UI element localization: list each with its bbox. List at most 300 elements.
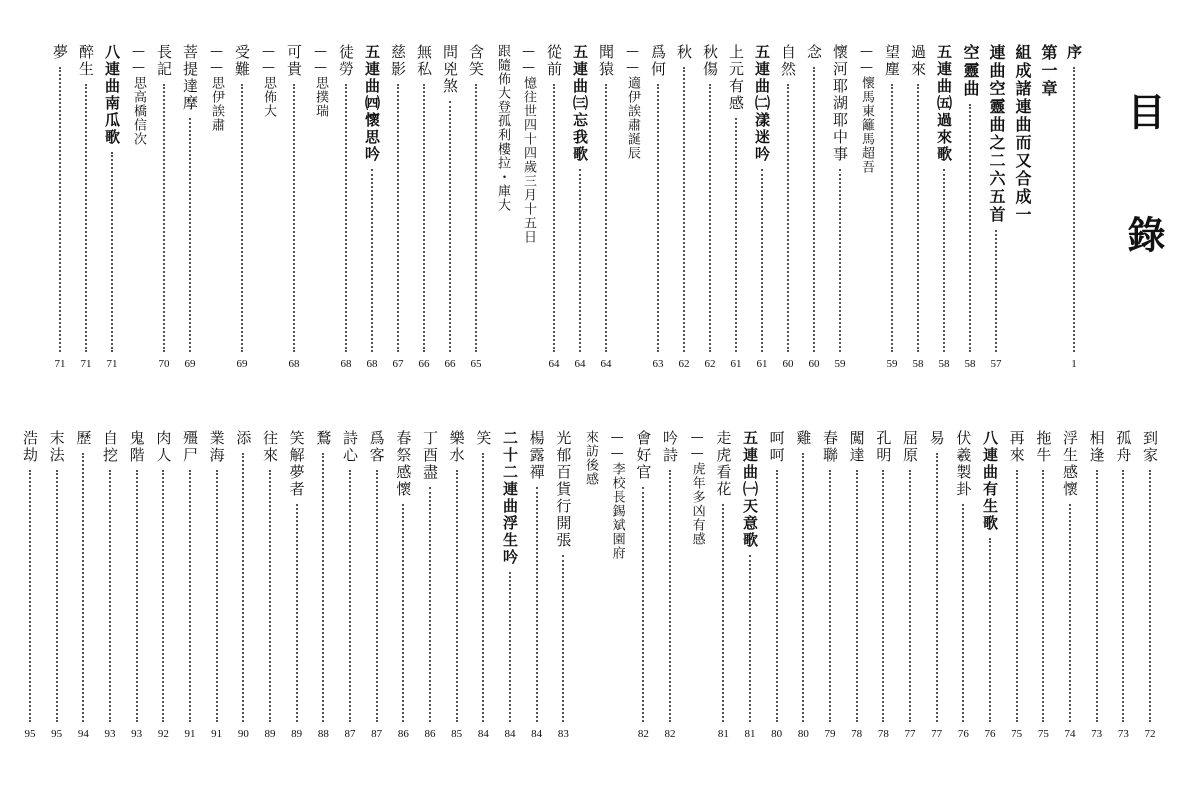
toc-entry[interactable] bbox=[283, 44, 305, 372]
toc-entry-title: 業海 bbox=[207, 430, 226, 464]
toc-entry[interactable] bbox=[819, 430, 841, 742]
leader-dots bbox=[449, 101, 451, 352]
page-number: 77 bbox=[904, 728, 916, 740]
toc-entry[interactable] bbox=[686, 430, 708, 742]
toc-entry-title: ——憶往世四十四歲三月十五日 bbox=[521, 44, 536, 244]
toc-entry[interactable] bbox=[526, 430, 548, 742]
toc-entry-title: 秋傷 bbox=[701, 44, 719, 78]
leader-dots bbox=[802, 453, 804, 722]
toc-entry[interactable] bbox=[872, 430, 894, 742]
toc-entry[interactable] bbox=[19, 430, 41, 742]
toc-entry-title: 闖達 bbox=[847, 430, 866, 464]
toc-entry-title: 往來 bbox=[261, 430, 279, 464]
leader-dots bbox=[397, 84, 399, 352]
toc-entry[interactable] bbox=[232, 430, 254, 742]
toc-entry-title: 拖牛 bbox=[1034, 430, 1053, 464]
toc-entry-title: 春祭感懷 bbox=[394, 430, 413, 498]
toc-entry[interactable] bbox=[465, 44, 487, 372]
toc-entry[interactable] bbox=[712, 430, 734, 742]
leader-dots bbox=[657, 84, 659, 352]
page-number: 90 bbox=[237, 728, 249, 740]
toc-entry[interactable] bbox=[739, 430, 761, 742]
toc-entry[interactable] bbox=[206, 430, 228, 742]
leader-dots bbox=[423, 84, 425, 352]
toc-entry-title: 到家 bbox=[1141, 430, 1159, 464]
leader-dots bbox=[475, 84, 477, 352]
toc-entry[interactable] bbox=[231, 44, 253, 372]
leader-dots bbox=[241, 84, 243, 352]
leader-dots bbox=[269, 470, 271, 722]
toc-entry[interactable] bbox=[579, 430, 601, 742]
toc-entry[interactable] bbox=[751, 44, 773, 372]
toc-entry-title: 笑解夢者 bbox=[287, 430, 306, 498]
toc-entry-title: 空靈曲 bbox=[961, 44, 980, 98]
page-number: 78 bbox=[877, 728, 889, 740]
page-number: 73 bbox=[1117, 728, 1129, 740]
page-number: 79 bbox=[824, 728, 836, 740]
toc-entry-title: 聞猿 bbox=[597, 44, 615, 78]
toc-entry-title: 五連曲㈣懷思吟 bbox=[363, 44, 381, 163]
toc-entry[interactable] bbox=[101, 44, 123, 372]
leader-dots bbox=[735, 118, 737, 352]
toc-entry-title: ——虎年多凶有感 bbox=[689, 430, 705, 546]
toc-entry[interactable] bbox=[1011, 44, 1033, 372]
toc-entry-title: 走虎看花 bbox=[714, 430, 733, 498]
page-number: 89 bbox=[291, 728, 303, 740]
leader-dots bbox=[82, 453, 84, 722]
toc-entry-title: 呵呵 bbox=[767, 430, 786, 464]
page-number: 69 bbox=[236, 358, 248, 370]
toc-entry[interactable] bbox=[1086, 430, 1108, 742]
toc-entry-title: ——李校長錫斌園府 bbox=[609, 430, 625, 560]
toc-entry-title: ——懷馬東籬馬超吾 bbox=[859, 44, 874, 174]
toc-entry[interactable] bbox=[286, 430, 308, 742]
toc-entry-title: 詩心 bbox=[341, 430, 359, 464]
page-number: 62 bbox=[678, 358, 690, 370]
toc-entry-title: 從前 bbox=[545, 44, 563, 78]
page-number: 93 bbox=[131, 728, 143, 740]
toc-entry-title: 夢 bbox=[51, 44, 69, 61]
toc-entry[interactable] bbox=[419, 430, 441, 742]
toc-entry[interactable] bbox=[552, 430, 574, 742]
toc-entry-title: 丁酉盡 bbox=[421, 430, 439, 481]
toc-entry-title: 組成諸連曲而又合成一 bbox=[1013, 44, 1032, 224]
toc-entry[interactable] bbox=[1112, 430, 1134, 742]
page-number: 57 bbox=[990, 358, 1002, 370]
page-number: 91 bbox=[184, 728, 196, 740]
toc-entry-title: ——思高橋信次 bbox=[131, 44, 146, 146]
toc-entry[interactable] bbox=[803, 44, 825, 372]
toc-entry[interactable] bbox=[725, 44, 747, 372]
page-number: 92 bbox=[157, 728, 169, 740]
page-number: 82 bbox=[664, 728, 676, 740]
toc-entry-title: 五連曲㈢忘我歌 bbox=[571, 44, 589, 163]
leader-dots bbox=[1149, 470, 1151, 722]
toc-entry[interactable] bbox=[1032, 430, 1054, 742]
page-number: 66 bbox=[418, 358, 430, 370]
page-number: 74 bbox=[1064, 728, 1076, 740]
toc-entry-title: 孔明 bbox=[874, 430, 893, 464]
toc-entry[interactable] bbox=[606, 430, 628, 742]
leader-dots bbox=[163, 84, 165, 352]
toc-entry[interactable] bbox=[926, 430, 948, 742]
leader-dots bbox=[749, 555, 751, 722]
toc-entry[interactable] bbox=[699, 44, 721, 372]
leader-dots bbox=[402, 504, 404, 722]
page-number: 89 bbox=[264, 728, 276, 740]
leader-dots bbox=[722, 504, 724, 722]
toc-entry[interactable] bbox=[499, 430, 521, 742]
page-number: 64 bbox=[574, 358, 586, 370]
leader-dots bbox=[1069, 504, 1071, 722]
page-number: 78 bbox=[851, 728, 863, 740]
toc-entry-title: 二十二連曲浮生吟 bbox=[501, 430, 519, 566]
leader-dots bbox=[349, 470, 351, 722]
leader-dots bbox=[536, 487, 538, 722]
toc-entry[interactable] bbox=[792, 430, 814, 742]
toc-entry-title: 浩劫 bbox=[21, 430, 39, 464]
toc-entry-title: 雞 bbox=[794, 430, 813, 447]
toc-entry[interactable] bbox=[907, 44, 929, 372]
toc-entry-title: 歷 bbox=[74, 430, 93, 447]
toc-entry[interactable] bbox=[259, 430, 281, 742]
page-number: 95 bbox=[51, 728, 63, 740]
leader-dots bbox=[562, 555, 564, 722]
page-number: 91 bbox=[211, 728, 223, 740]
page-number: 69 bbox=[184, 358, 196, 370]
toc-entry[interactable] bbox=[153, 44, 175, 372]
toc-entry[interactable] bbox=[152, 430, 174, 742]
leader-dots bbox=[839, 169, 841, 352]
toc-entry-title: 五連曲㈠天意歌 bbox=[741, 430, 759, 549]
page-title: 目 錄 bbox=[1121, 92, 1166, 290]
toc-entry-title: 再來 bbox=[1007, 430, 1026, 464]
page-number: 75 bbox=[1037, 728, 1049, 740]
page-number: 93 bbox=[104, 728, 116, 740]
toc-entry-title: 受難 bbox=[233, 44, 251, 78]
toc-entry-title: 肉人 bbox=[154, 430, 173, 464]
page-number: 81 bbox=[744, 728, 756, 740]
leader-dots bbox=[909, 470, 911, 722]
toc-entry-title: 孤舟 bbox=[1114, 430, 1133, 464]
page-number: 58 bbox=[938, 358, 950, 370]
toc-entry[interactable] bbox=[959, 44, 981, 372]
leader-dots bbox=[787, 84, 789, 352]
page-number: 86 bbox=[397, 728, 409, 740]
toc-entry[interactable] bbox=[75, 44, 97, 372]
page-number: 84 bbox=[504, 728, 516, 740]
toc-entry[interactable] bbox=[446, 430, 468, 742]
page-number: 64 bbox=[600, 358, 612, 370]
toc-entry[interactable] bbox=[179, 430, 201, 742]
leader-dots bbox=[322, 453, 324, 722]
page-number: 71 bbox=[54, 358, 66, 370]
leader-dots bbox=[813, 67, 815, 352]
leader-dots bbox=[1073, 67, 1075, 352]
leader-dots bbox=[669, 470, 671, 722]
toc-entry[interactable] bbox=[339, 430, 361, 742]
toc-entry[interactable] bbox=[127, 44, 149, 372]
toc-entry[interactable] bbox=[632, 430, 654, 742]
toc-entry[interactable] bbox=[205, 44, 227, 372]
toc-entry-title: 光郁百貨行開張 bbox=[554, 430, 573, 549]
toc-entry[interactable] bbox=[899, 430, 921, 742]
toc-entry[interactable] bbox=[647, 44, 669, 372]
toc-entry[interactable] bbox=[361, 44, 383, 372]
toc-entry-title: 五連曲㈡漾迷吟 bbox=[753, 44, 771, 163]
leader-dots bbox=[1122, 470, 1124, 722]
page-number: 95 bbox=[24, 728, 36, 740]
page-number: 84 bbox=[531, 728, 543, 740]
toc-entry-title: 可貴 bbox=[285, 44, 303, 78]
toc-entry[interactable] bbox=[366, 430, 388, 742]
page-number: 81 bbox=[717, 728, 729, 740]
toc-entry-title: 五連曲㈤過來歌 bbox=[935, 44, 953, 163]
toc-entry-title: 相逢 bbox=[1087, 430, 1106, 464]
toc-entry[interactable] bbox=[933, 44, 955, 372]
leader-dots bbox=[989, 538, 991, 722]
toc-entry[interactable] bbox=[1006, 430, 1028, 742]
toc-entry[interactable] bbox=[846, 430, 868, 742]
toc-entry-title: 浮生感懷 bbox=[1061, 430, 1079, 498]
page-number: 61 bbox=[756, 358, 768, 370]
page-number: 82 bbox=[637, 728, 649, 740]
toc-entry[interactable] bbox=[413, 44, 435, 372]
toc-entry-title: ——思伊誒肅 bbox=[209, 44, 224, 132]
toc-entry-title: 含笑 bbox=[467, 44, 485, 78]
page-number: 62 bbox=[704, 358, 716, 370]
leader-dots bbox=[969, 104, 971, 352]
page-number: 85 bbox=[451, 728, 463, 740]
leader-dots bbox=[162, 470, 164, 722]
toc-entry-title: 問兇煞 bbox=[441, 44, 459, 95]
toc-entry-title: 爲何 bbox=[649, 44, 667, 78]
toc-entry[interactable] bbox=[309, 44, 331, 372]
leader-dots bbox=[891, 84, 893, 352]
toc-entry-title: 殭尸 bbox=[181, 430, 199, 464]
leader-dots bbox=[776, 470, 778, 722]
leader-dots bbox=[829, 470, 831, 722]
leader-dots bbox=[553, 84, 555, 352]
toc-entry[interactable] bbox=[569, 44, 591, 372]
leader-dots bbox=[111, 152, 113, 352]
leader-dots bbox=[293, 84, 295, 352]
page-number: 68 bbox=[340, 358, 352, 370]
leader-dots bbox=[109, 470, 111, 722]
toc-entry-title: 鬼階 bbox=[127, 430, 146, 464]
leader-dots bbox=[376, 470, 378, 722]
toc-entry-title: 添 bbox=[234, 430, 253, 447]
toc-entry-title: 樂水 bbox=[447, 430, 466, 464]
toc-entry-title: 秋 bbox=[675, 44, 693, 61]
leader-dots bbox=[1096, 470, 1098, 722]
leader-dots bbox=[917, 84, 919, 352]
toc-entry[interactable] bbox=[952, 430, 974, 742]
page-number: 68 bbox=[366, 358, 378, 370]
toc-entry[interactable] bbox=[595, 44, 617, 372]
toc-entry[interactable] bbox=[1059, 430, 1081, 742]
page-number: 76 bbox=[957, 728, 969, 740]
toc-entry-title: 笑 bbox=[474, 430, 493, 447]
page-number: 1 bbox=[1071, 358, 1077, 370]
page-number: 71 bbox=[80, 358, 92, 370]
page-number: 59 bbox=[886, 358, 898, 370]
toc-entry[interactable] bbox=[1063, 44, 1085, 372]
toc-entry-title: 長記 bbox=[155, 44, 173, 78]
toc-entry-title: 會好官 bbox=[634, 430, 653, 481]
leader-dots bbox=[85, 84, 87, 352]
toc-entry[interactable] bbox=[621, 44, 643, 372]
leader-dots bbox=[429, 487, 431, 722]
leader-dots bbox=[296, 504, 298, 722]
page-number: 73 bbox=[1091, 728, 1103, 740]
leader-dots bbox=[995, 230, 997, 352]
toc-entry-title: 伏羲製卦 bbox=[954, 430, 973, 498]
page-number: 75 bbox=[1011, 728, 1023, 740]
toc-entry[interactable] bbox=[46, 430, 68, 742]
toc-entry-title: 過來 bbox=[909, 44, 927, 78]
page-number: 70 bbox=[158, 358, 170, 370]
leader-dots bbox=[56, 470, 58, 722]
toc-entry[interactable] bbox=[126, 430, 148, 742]
leader-dots bbox=[605, 84, 607, 352]
leader-dots bbox=[856, 470, 858, 722]
toc-entry[interactable] bbox=[72, 430, 94, 742]
toc-entry[interactable] bbox=[543, 44, 565, 372]
page-number: 64 bbox=[548, 358, 560, 370]
leader-dots bbox=[59, 67, 61, 352]
toc-entry-title: ——思佈大 bbox=[261, 44, 276, 118]
toc-entry-title: 春聯 bbox=[821, 430, 839, 464]
leader-dots bbox=[943, 169, 945, 352]
leader-dots bbox=[709, 84, 711, 352]
toc-entry-title: ——思撲瑞 bbox=[313, 44, 328, 118]
page-number: 58 bbox=[964, 358, 976, 370]
leader-dots bbox=[761, 169, 763, 352]
toc-entry-title: 醉生 bbox=[77, 44, 95, 78]
toc-entry-title: 連曲空靈曲之二六五首 bbox=[987, 44, 1006, 224]
leader-dots bbox=[136, 470, 138, 722]
toc-entry-title: 懷河耶湖耶中事 bbox=[831, 44, 849, 163]
toc-entry-title: 屈原 bbox=[901, 430, 919, 464]
leader-dots bbox=[579, 169, 581, 352]
leader-dots bbox=[29, 470, 31, 722]
toc-entry[interactable] bbox=[439, 44, 461, 372]
toc-entry-title: 八連曲南瓜歌 bbox=[103, 44, 121, 146]
toc-entry[interactable] bbox=[979, 430, 1001, 742]
toc-entry[interactable] bbox=[99, 430, 121, 742]
page-number: 67 bbox=[392, 358, 404, 370]
leader-dots bbox=[962, 504, 964, 722]
toc-entry-title: 上元有感 bbox=[727, 44, 745, 112]
page-number: 59 bbox=[834, 358, 846, 370]
page-number: 72 bbox=[1144, 728, 1156, 740]
toc-entry[interactable] bbox=[855, 44, 877, 372]
toc-entry[interactable] bbox=[766, 430, 788, 742]
toc-entry[interactable] bbox=[312, 430, 334, 742]
toc-entry-title: 慈影 bbox=[389, 44, 407, 78]
page-number: 80 bbox=[771, 728, 783, 740]
page-number: 87 bbox=[344, 728, 356, 740]
toc-entry-title: 自然 bbox=[779, 44, 797, 78]
toc-entry[interactable] bbox=[517, 44, 539, 372]
toc-entry-title: 自挖 bbox=[101, 430, 119, 464]
leader-dots bbox=[936, 453, 938, 722]
page-number: 80 bbox=[797, 728, 809, 740]
toc-entry-title: 念 bbox=[805, 44, 823, 61]
page-number: 65 bbox=[470, 358, 482, 370]
toc-entry[interactable] bbox=[1139, 430, 1161, 742]
toc-entry-title: ——適伊誒肅誕辰 bbox=[625, 44, 640, 160]
toc-entry[interactable] bbox=[491, 44, 513, 372]
toc-entry-title: 吟詩 bbox=[661, 430, 679, 464]
page-number: 68 bbox=[288, 358, 300, 370]
toc-entry[interactable] bbox=[392, 430, 414, 742]
page-number: 60 bbox=[808, 358, 820, 370]
leader-dots bbox=[882, 470, 884, 722]
toc-entry-title: 易 bbox=[927, 430, 946, 447]
toc-entry-title: 八連曲有生歌 bbox=[981, 430, 999, 532]
toc-entry[interactable] bbox=[659, 430, 681, 742]
toc-entry-title: 鶩 bbox=[314, 430, 333, 447]
toc-entry[interactable] bbox=[472, 430, 494, 742]
page-number: 87 bbox=[371, 728, 383, 740]
toc-entry[interactable] bbox=[777, 44, 799, 372]
leader-dots bbox=[683, 67, 685, 352]
toc-entry-title: 第一章 bbox=[1039, 44, 1058, 98]
toc-entry-title: 望塵 bbox=[883, 44, 901, 78]
leader-dots bbox=[189, 118, 191, 352]
page-number: 63 bbox=[652, 358, 664, 370]
toc-entry-title: 末法 bbox=[47, 430, 66, 464]
toc-entry[interactable] bbox=[49, 44, 71, 372]
toc-entry-title: 楊露禪 bbox=[527, 430, 546, 481]
toc-entry-title: 跟隨佈大登孤利樓拉・庫大 bbox=[495, 44, 510, 212]
toc-entry[interactable] bbox=[335, 44, 357, 372]
toc-entry-title: 菩提達摩 bbox=[181, 44, 199, 112]
toc-entry-title: 來訪後感 bbox=[583, 430, 598, 486]
page-number: 86 bbox=[424, 728, 436, 740]
page-number: 76 bbox=[984, 728, 996, 740]
toc-entry[interactable] bbox=[673, 44, 695, 372]
toc-entry[interactable] bbox=[829, 44, 851, 372]
page-number: 84 bbox=[477, 728, 489, 740]
page-number: 83 bbox=[557, 728, 569, 740]
page-number: 94 bbox=[77, 728, 89, 740]
toc-entry[interactable] bbox=[1037, 44, 1059, 372]
leader-dots bbox=[482, 453, 484, 722]
toc-entry-title: 序 bbox=[1065, 44, 1083, 61]
toc-entry[interactable] bbox=[179, 44, 201, 372]
toc-entry-title: 徒勞 bbox=[337, 44, 355, 78]
leader-dots bbox=[216, 470, 218, 722]
toc-entry-title: 無私 bbox=[415, 44, 433, 78]
toc-entry[interactable] bbox=[387, 44, 409, 372]
leader-dots bbox=[1016, 470, 1018, 722]
page-number: 61 bbox=[730, 358, 742, 370]
page-number: 71 bbox=[106, 358, 118, 370]
leader-dots bbox=[189, 470, 191, 722]
leader-dots bbox=[509, 572, 511, 722]
page-number: 88 bbox=[317, 728, 329, 740]
toc-entry-title: 爲客 bbox=[367, 430, 386, 464]
leader-dots bbox=[456, 470, 458, 722]
toc-entry[interactable] bbox=[257, 44, 279, 372]
toc-entry[interactable] bbox=[881, 44, 903, 372]
leader-dots bbox=[1042, 470, 1044, 722]
leader-dots bbox=[345, 84, 347, 352]
toc-entry[interactable] bbox=[985, 44, 1007, 372]
